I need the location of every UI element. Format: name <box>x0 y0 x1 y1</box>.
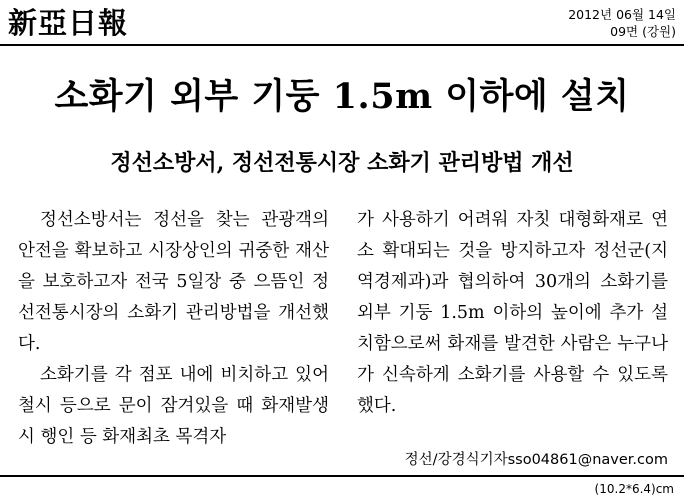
article-column-left <box>18 205 329 453</box>
article-column-right <box>357 205 668 453</box>
paragraph: 가 사용하기 어려워 자칫 대형화재로 연소 확대되는 것을 방지하고자 정선군(지역경제과)과 협의하여 30개의 소화기를 외부 기둥 1.5m 이하의 높이에 추가 설치함으로써 화재를 발견한 사람은 누구나가 신속하게 소화기를 사용할 수 있도록 했다. <box>357 210 668 416</box>
masthead-divider <box>0 44 684 46</box>
clipping-size-note: (10.2*6.4)cm <box>594 482 674 496</box>
article-byline: 정선/강경식기자sso04861@naver.com <box>404 452 668 468</box>
article-headline: 소화기 외부 기둥 1.5m 이하에 설치 <box>54 76 630 118</box>
article-body <box>18 205 668 453</box>
article-subheadline: 정선소방서, 정선전통시장 소화기 관리방법 개선 <box>110 150 574 177</box>
newspaper-logo: 新亞日報 <box>8 6 129 40</box>
paragraph: 소화기를 각 점포 내에 비치하고 있어 철시 등으로 문이 잠겨있을 때 화재발생시 행인 등 화재최초 목격자 <box>18 365 329 447</box>
issue-date-block <box>568 6 676 40</box>
paragraph: 정선소방서는 정선을 찾는 관광객의 안전을 확보하고 시장상인의 귀중한 재산을 보호하고자 전국 5일장 중 으뜸인 정선전통시장의 소화기 관리방법을 개선했다. <box>18 210 329 354</box>
issue-page-region: 09면 (강원) <box>610 24 676 39</box>
issue-date: 2012년 06월 14일 <box>568 7 676 22</box>
masthead <box>8 6 676 46</box>
footer-divider <box>0 475 684 477</box>
